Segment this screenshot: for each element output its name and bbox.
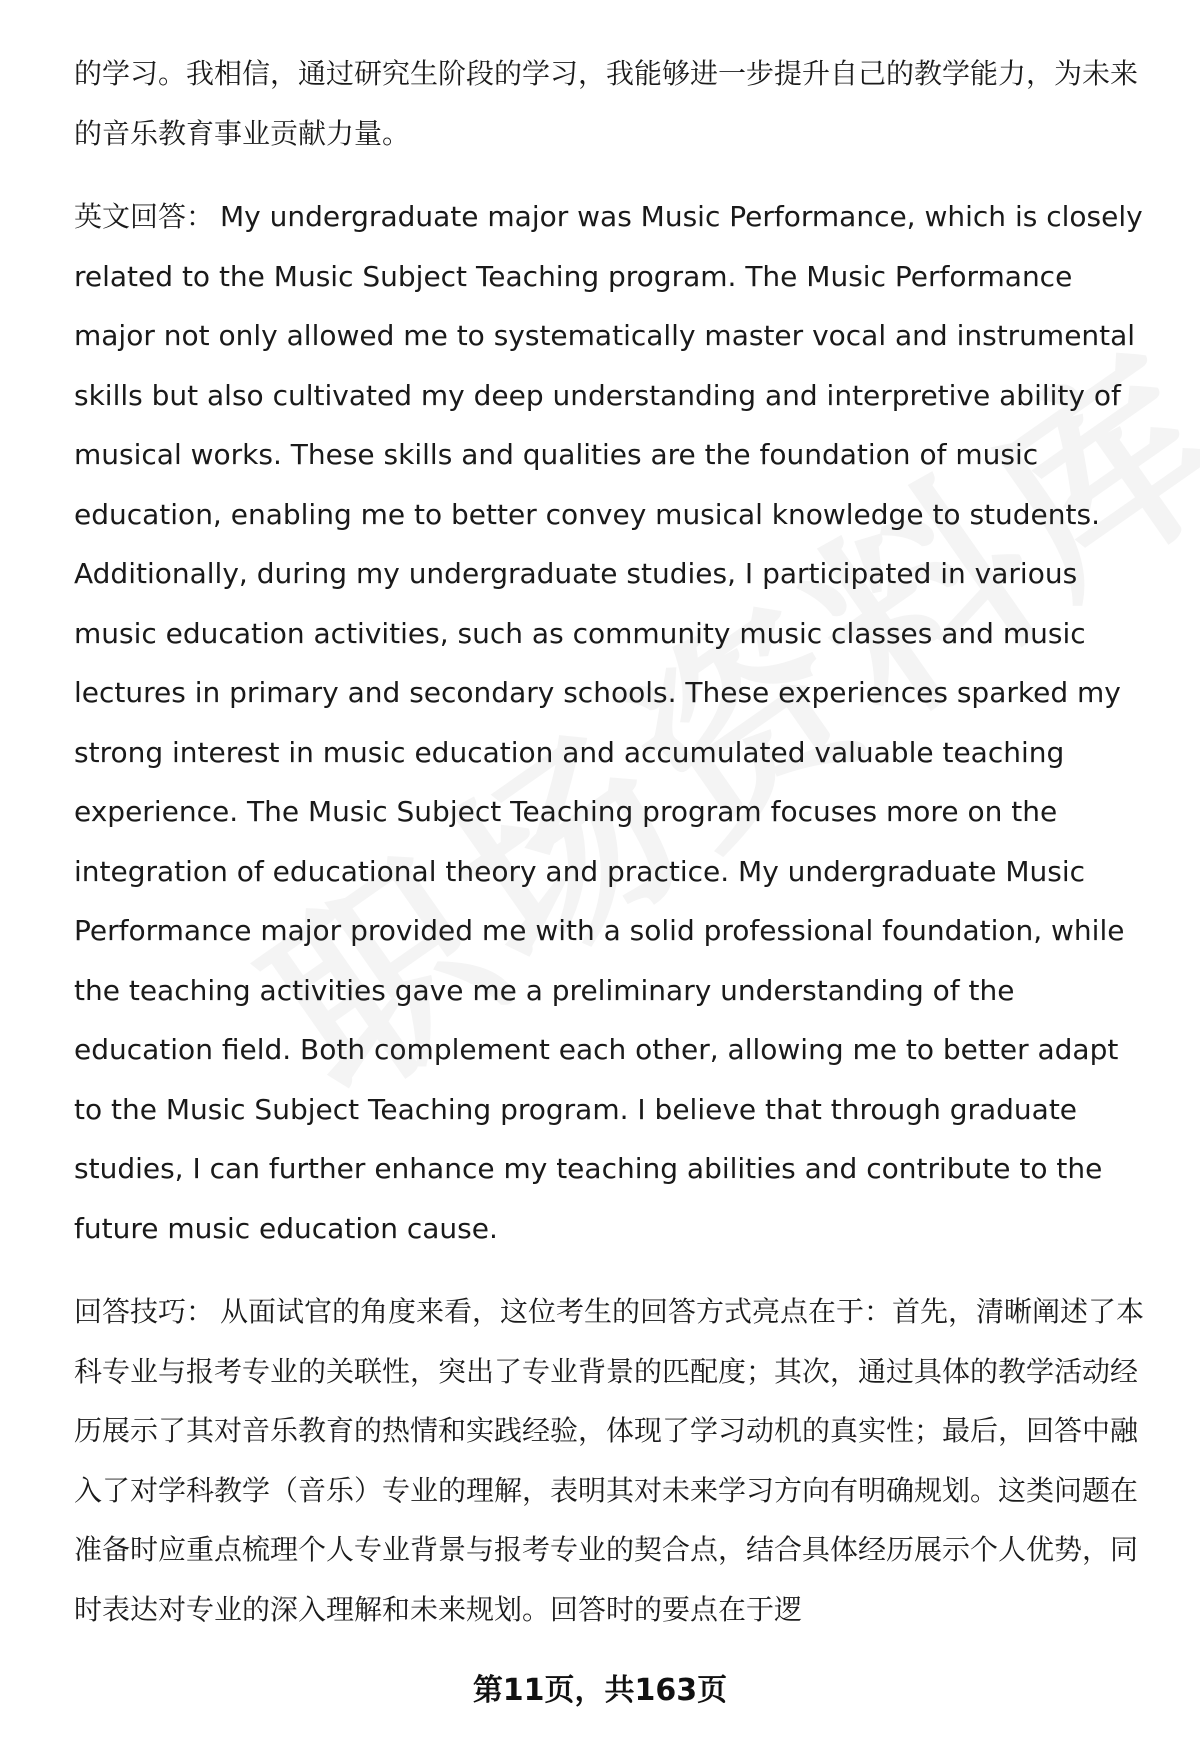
english-answer-text: My undergraduate major was Music Performance, which is closely related to the Music Subject Teaching program. The Music Performance major not only allowed me to systematically master vocal and instrumental skills but also cultivated my deep understanding and interpretive ability of musical works. These skills and qualities are the foundation of music education, enabling me to better convey musical knowledge to students. Additionally, during my undergraduate studies, I participated in various music education activities, such as community music classes and music lectures in primary and secondary schools. These experiences sparked my strong interest in music education and accumulated valuable teaching experience. The Music Subject Teaching program focuses more on the integration of educational theory and practice. My undergraduate Music Performance major provided me with a solid professional foundation, while the teaching activities gave me a preliminary understanding of the education field. Both complement each other, allowing me to better adapt to the Music Subject Teaching program. I believe that through graduate studies, I can further enhance my teaching abilities and contribute to the future music education cause. (74, 200, 1143, 1245)
page-number: 第11页，共163页 (472, 1673, 728, 1708)
answer-tips-paragraph (74, 1282, 1154, 1639)
english-answer-label: 英文回答： (74, 200, 215, 233)
answer-tips-text: 从面试官的角度来看，这位考生的回答方式亮点在于：首先，清晰阐述了本科专业与报考专业的关联性，突出了专业背景的匹配度；其次，通过具体的教学活动经历展示了其对音乐教育的热情和实践经验，体现了学习动机的真实性；最后，回答中融入了对学科教学（音乐）专业的理解，表明其对未来学习方向有明确规划。这类问题在准备时应重点梳理个人专业背景与报考专业的契合点，结合具体经历展示个人优势，同时表达对专业的深入理解和未来规划。回答时的要点在于逻 (74, 1295, 1145, 1626)
english-answer-paragraph (74, 187, 1154, 1258)
intro-text: 的学习。我相信，通过研究生阶段的学习，我能够进一步提升自己的教学能力，为未来的音乐教育事业贡献力量。 (74, 57, 1139, 150)
intro-paragraph (74, 44, 1154, 163)
answer-tips-label: 回答技巧： (74, 1295, 215, 1328)
document-body (74, 44, 1154, 1639)
